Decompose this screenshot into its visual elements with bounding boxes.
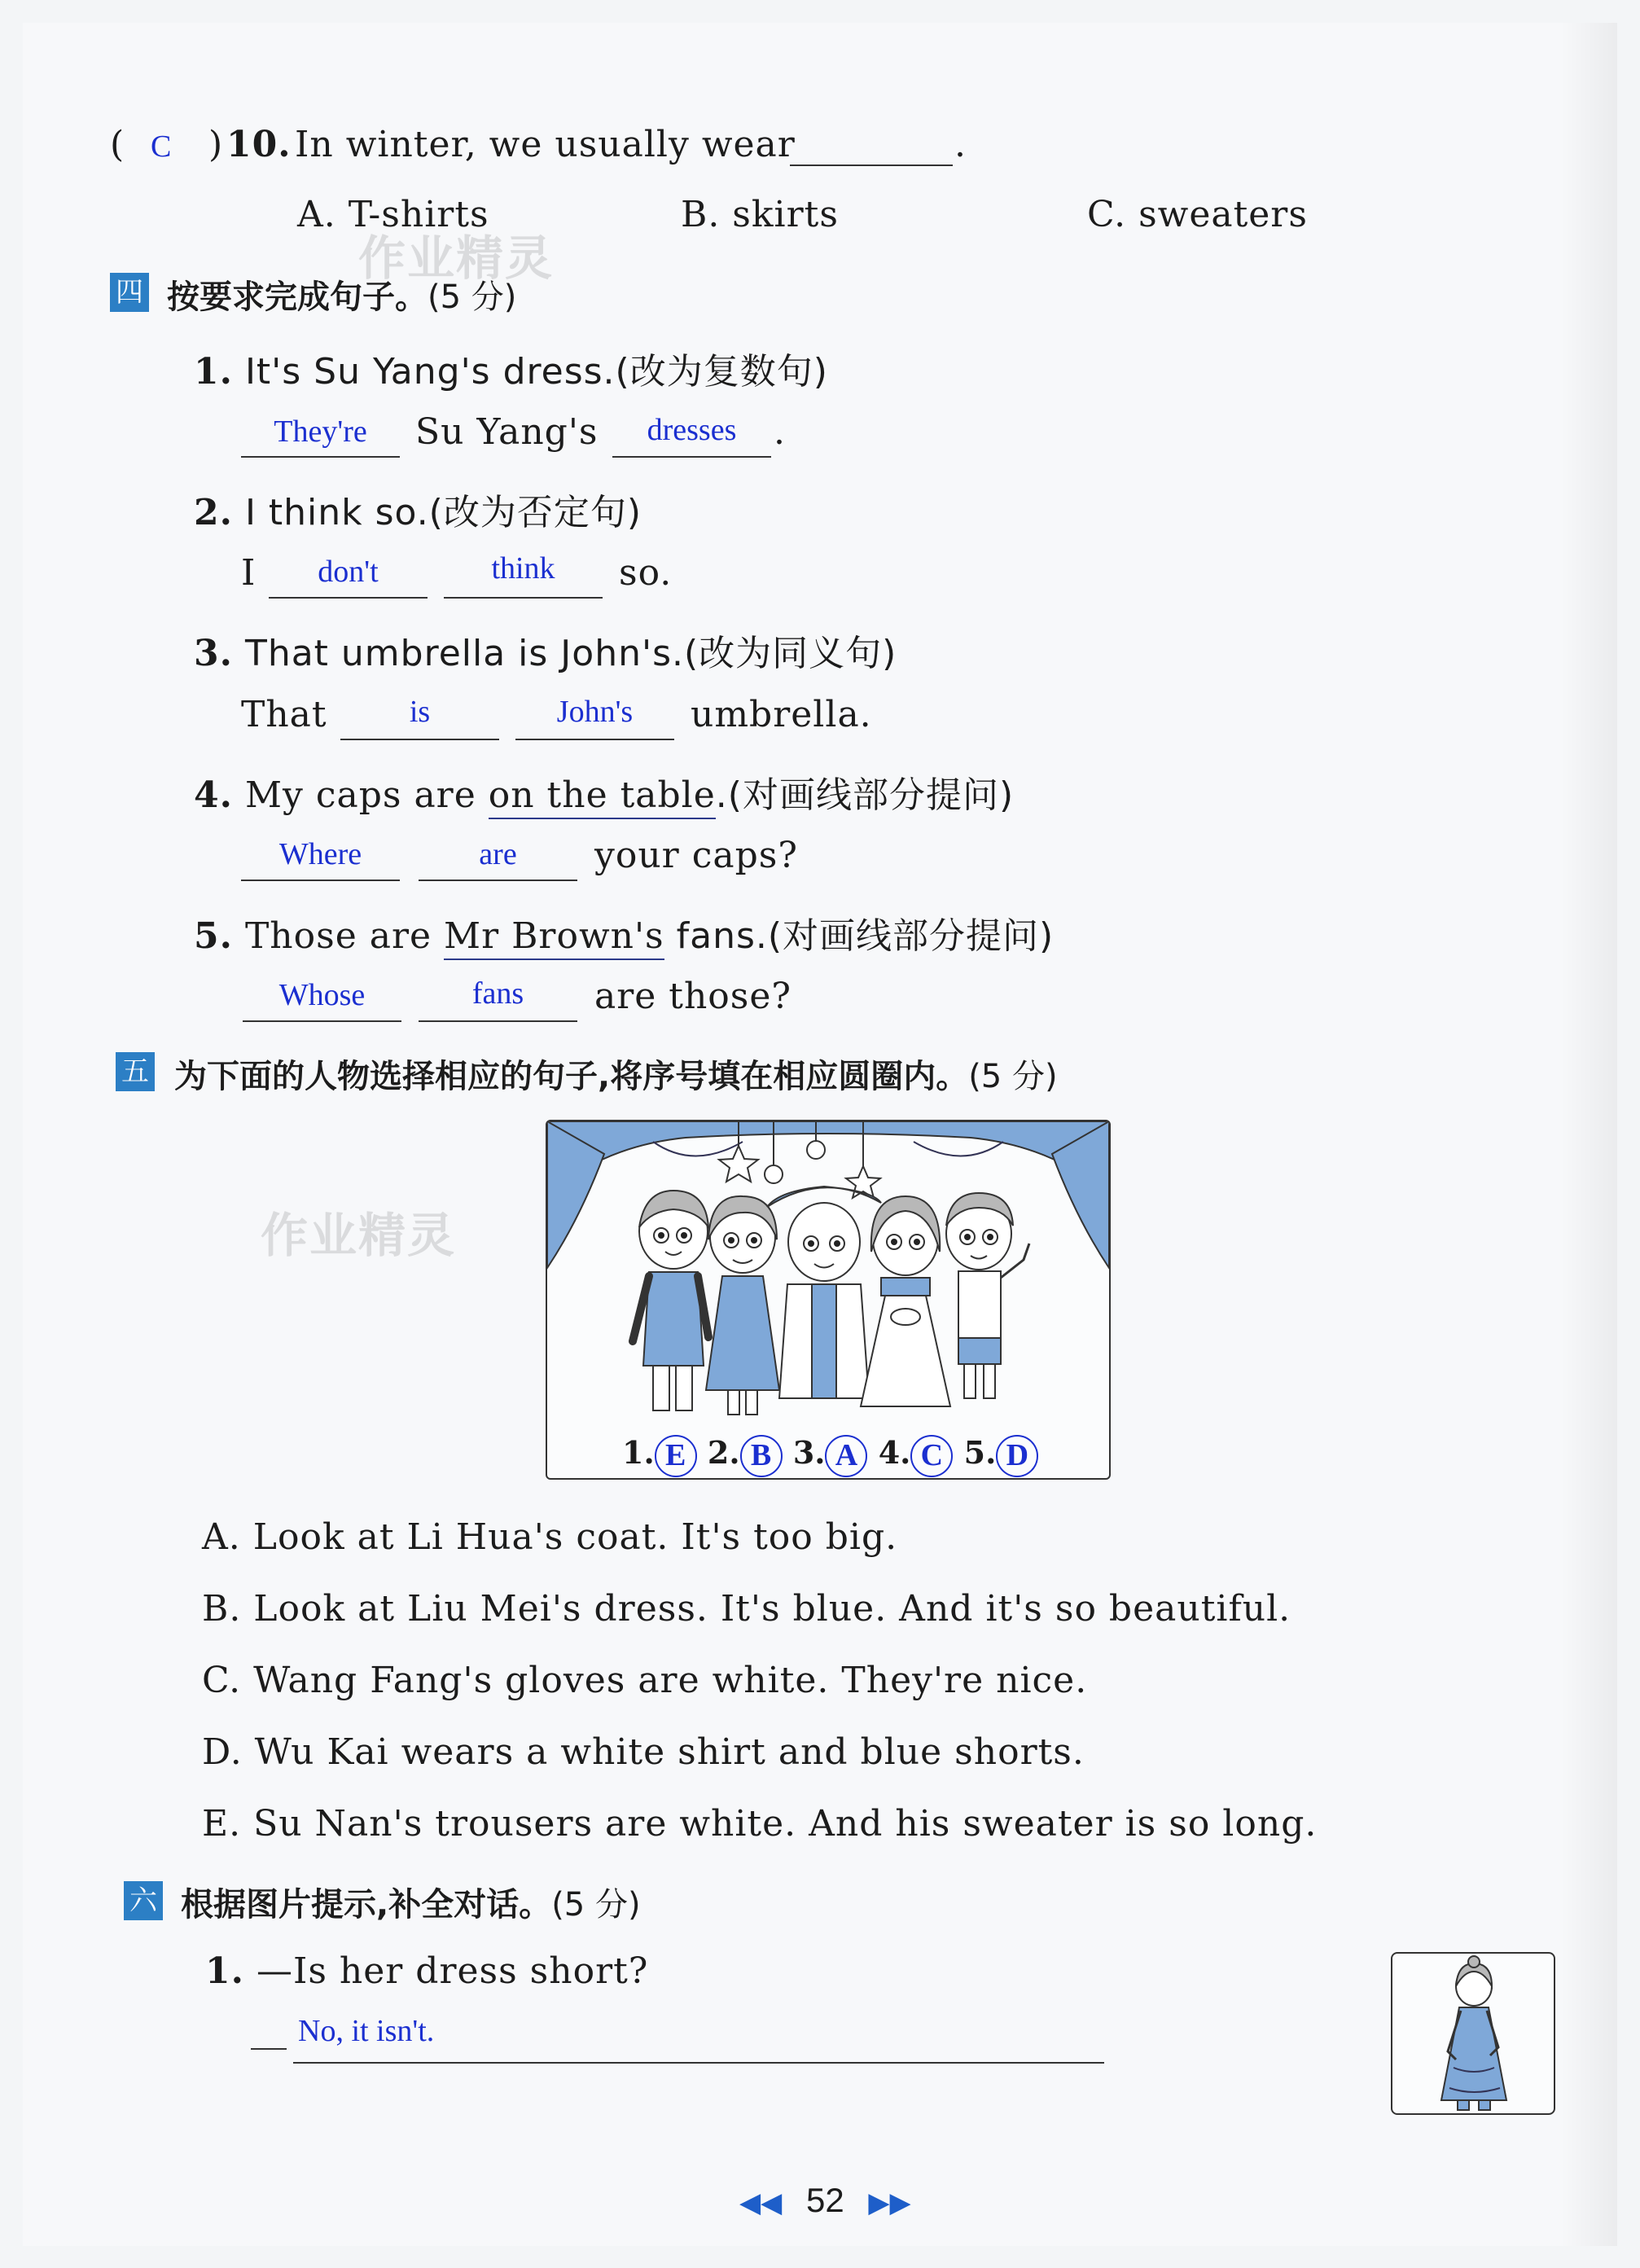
s4-item5: 5. Those are Mr Brown's fans.(对画线部分提问) [194,906,1054,959]
q10-blank [790,165,953,166]
s4-item5-answer1: Whose [278,978,366,1012]
section4-points: (5 分) [428,279,517,316]
s6-q1-question: —Is her dress short? [256,1950,649,1992]
stage-label-2: 2. [707,1434,740,1471]
section5-points: (5 分) [968,1058,1058,1095]
q10-paren-open: ( [110,124,125,165]
s4-item3: 3. That umbrella is John's.(改为同义句) [194,633,897,674]
s4-item4-answer2: are [479,837,517,871]
child-5 [946,1193,1029,1398]
s6-q1-dash [251,2048,287,2050]
s6-q1-num: 1. [205,1950,244,1992]
section5-title-text: 为下面的人物选择相应的句子,将序号填在相应圆圈内。 [174,1058,969,1095]
s4-item2-tail: so. [619,552,673,594]
s4-item3-lead: That [241,694,327,735]
section4-badge: 四 [110,273,149,312]
section6-points: (5 分) [551,1886,641,1924]
stage-drawing [547,1121,1109,1478]
q10-option-a: A. T-shirts [297,194,489,235]
stage-label-5: 5. [963,1434,997,1471]
child-1 [633,1191,708,1410]
sentence-b: B. Look at Liu Mei's dress. It's blue. And it's so beautiful. [202,1588,1291,1630]
section5-badge: 五 [116,1052,155,1091]
q10-text: In winter, we usually wear [295,124,796,165]
section5-title [174,1051,1058,1097]
s6-q1-answer: No, it isn't. [298,2014,435,2048]
section4-title-text: 按要求完成句子。 [167,279,428,316]
stage-label-3: 3. [792,1434,826,1471]
q10-option-b: B. skirts [681,194,839,235]
s4-item4: 4. My caps are on the table.(对画线部分提问) [194,766,1014,818]
s4-item4-answer1: Where [278,837,362,871]
sentence-e: E. Su Nan's trousers are white. And his sweater is so long. [202,1803,1318,1845]
sentence-c: C. Wang Fang's gloves are white. They're nice. [202,1660,1088,1701]
child-2 [706,1196,779,1415]
stage-illustration [546,1120,1111,1480]
s4-item3-answer1: is [409,695,431,729]
child-3 [767,1187,881,1398]
s4-item1: 1. It's Su Yang's dress.(改为复数句) [194,351,828,393]
stage-label-4: 4. [878,1434,911,1471]
sentence-a: A. Look at Li Hua's coat. It's too big. [202,1516,898,1558]
s4-item1-mid: Su Yang's [415,411,599,453]
s4-item1-answer1: They're [274,415,367,449]
stage-answer-1: E [655,1435,697,1477]
section6-title-text: 根据图片提示,补全对话。 [181,1886,552,1924]
s4-item5-tail: are those? [594,976,792,1017]
q10-answer: C [151,129,172,164]
child-4 [861,1196,950,1406]
q10-paren-close: ) [208,124,224,165]
section4-title [167,271,516,318]
s4-item2-answer1: don't [318,555,379,589]
prev-page-icon[interactable]: ◀◀ [739,2187,783,2218]
stage-answer-2: B [740,1435,783,1477]
section6-badge: 六 [124,1881,163,1920]
watermark-middle: 作业精灵 [261,1208,457,1263]
watermark-top: 作业精灵 [358,230,555,286]
girl-drawing [1392,1954,1554,2113]
q10-option-c: C. sweaters [1087,194,1308,235]
s6-q1 [205,1950,648,1992]
s4-item2: 2. I think so.(改为否定句) [194,492,642,533]
q10-end: . [954,124,967,165]
s4-item5-answer2: fans [471,976,524,1011]
s6-q1-blank [293,2062,1104,2064]
next-page-icon[interactable]: ▶▶ [868,2187,911,2218]
page-footer [739,2181,911,2220]
s4-item4-tail: your caps? [594,835,798,876]
s4-item1-tail: . [774,411,786,453]
stage-answer-4: C [910,1435,953,1477]
stage-answer-3: A [825,1435,867,1477]
s4-item2-answer2: think [491,551,555,586]
sentence-d: D. Wu Kai wears a white shirt and blue shorts. [202,1731,1085,1773]
s4-item1-answer2: dresses [647,413,737,447]
stage-answer-row [622,1434,1038,1477]
stage-answer-5: D [996,1435,1038,1477]
section6-title [181,1879,641,1925]
stage-label-1: 1. [622,1434,655,1471]
s4-item3-tail: umbrella. [691,694,872,735]
q10-number: 10. [226,124,292,165]
girl-dress-illustration [1391,1952,1555,2115]
s4-item3-answer2: John's [556,695,634,729]
s4-item2-lead: I [241,552,257,594]
page-number: 52 [805,2181,844,2219]
